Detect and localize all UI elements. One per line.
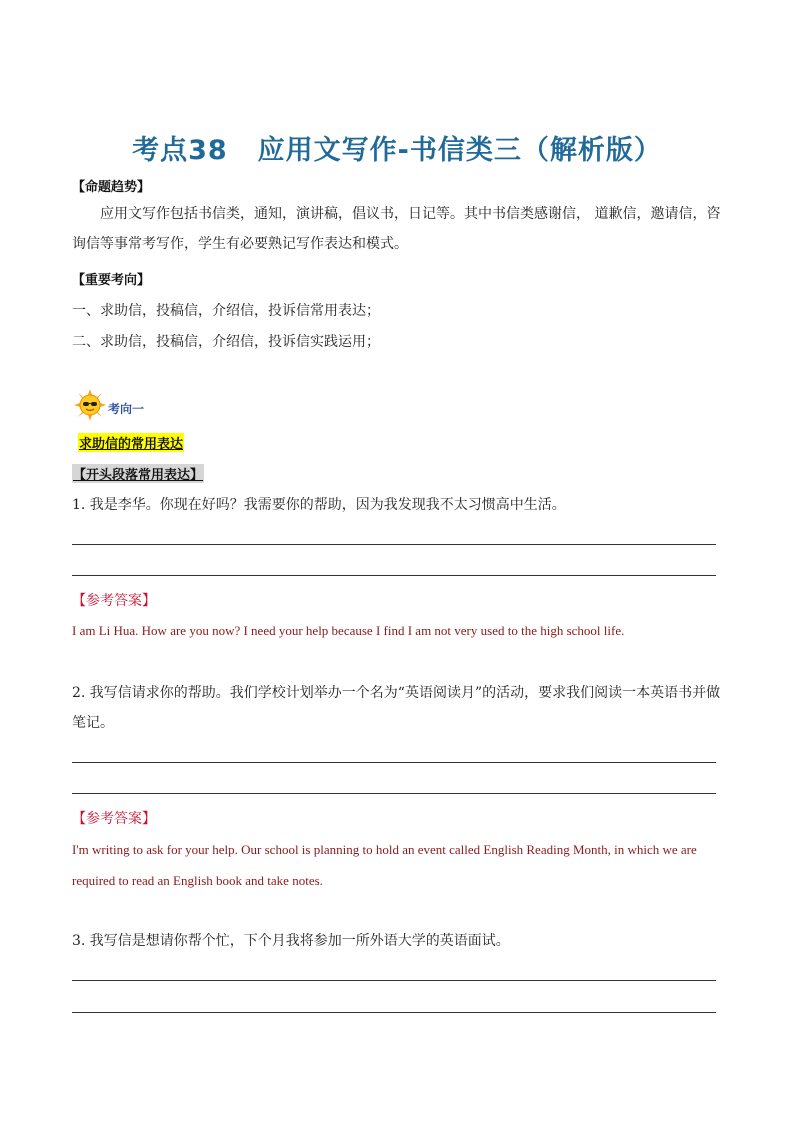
subtopic-title: 【开头段落常用表达】	[72, 464, 204, 483]
answer-line	[72, 980, 716, 981]
answer-line	[72, 1012, 716, 1013]
answer-line	[72, 575, 716, 576]
section-marker	[74, 389, 144, 421]
answer-line	[72, 793, 716, 794]
answer-text: I'm writing to ask for your help. Our school is planning to hold an event called English Reading Month, in which we are required to read an English book and take notes.	[72, 842, 697, 888]
title-part-2: 应用文写作-书信类三（解析版）	[257, 135, 662, 166]
trend-heading: 【命题趋势】	[72, 180, 151, 195]
answer-line	[72, 762, 716, 763]
key-item-1: 一、求助信，投稿信，介绍信，投诉信常用表达；	[72, 303, 380, 319]
trend-paragraph	[72, 199, 726, 259]
question-1: 1. 我是李华。你现在好吗？我需要你的帮助，因为我发现我不太习惯高中生活。	[72, 497, 566, 513]
key-item-2: 二、求助信，投稿信，介绍信，投诉信实践运用；	[72, 334, 380, 350]
question-2: 2. 我写信请求你的帮助。我们学校计划举办一个名为“英语阅读月”的活动，要求我们阅读一本英语书并做笔记。	[72, 685, 721, 731]
question-3: 3. 我写信是想请你帮个忙，下个月我将参加一所外语大学的英语面试。	[72, 933, 510, 949]
page-title	[0, 128, 794, 167]
answer-text: I am Li Hua. How are you now? I need your help because I find I am not very used to the high school life.	[72, 623, 625, 638]
topic-title: 求助信的常用表达	[78, 433, 184, 452]
answer-line	[72, 544, 716, 545]
trend-text: 应用文写作包括书信类，通知，演讲稿，倡议书，日记等。其中书信类感谢信， 道歉信，邀请信，咨询信等事常考写作，学生有必要熟记写作表达和模式。	[72, 206, 721, 252]
answer-label: 【参考答案】	[72, 811, 156, 827]
title-part-1: 考点38	[132, 135, 228, 166]
section-label: 考向一	[108, 401, 145, 416]
sun-with-sunglasses-icon	[74, 389, 106, 421]
answer-label: 【参考答案】	[72, 593, 156, 609]
key-heading: 【重要考向】	[72, 273, 151, 288]
